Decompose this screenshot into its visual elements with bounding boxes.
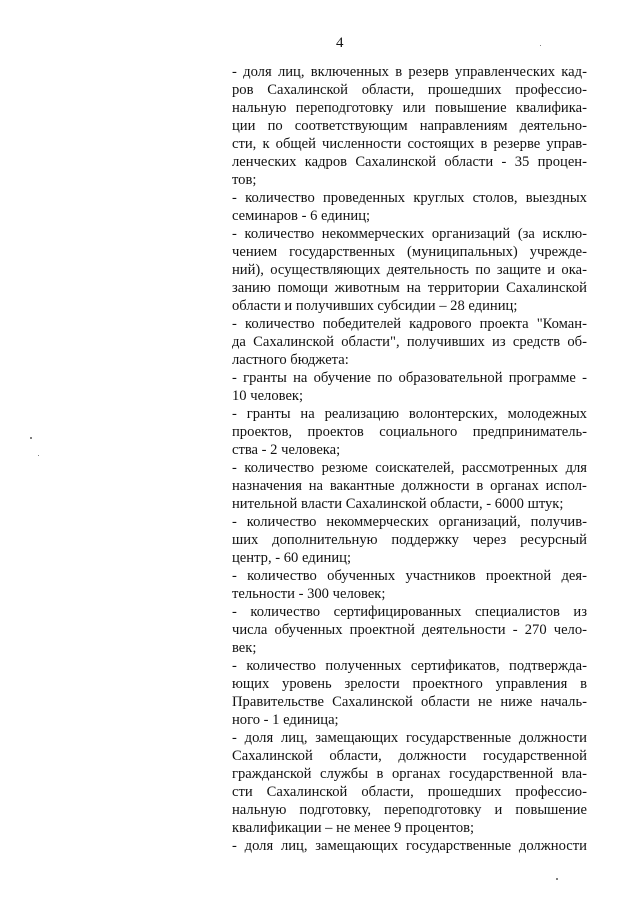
- word: социального: [379, 424, 458, 440]
- scan-speck: [540, 45, 541, 46]
- word: по: [377, 370, 393, 386]
- word: вакантные: [329, 478, 395, 494]
- word: проекта: [479, 316, 529, 332]
- word: должности: [398, 748, 467, 764]
- word: некоммерческих: [321, 226, 425, 242]
- text-line: [232, 279, 587, 297]
- word: -: [232, 316, 237, 332]
- word: "Коман-: [536, 316, 587, 332]
- word: государственной: [449, 766, 554, 782]
- word: -: [232, 460, 237, 476]
- word: не: [477, 694, 493, 710]
- text-line: ластного бюджета:: [232, 352, 349, 368]
- word: по: [267, 118, 283, 134]
- word: деятельности: [422, 622, 506, 638]
- word: -: [232, 370, 237, 386]
- text-line: [232, 423, 587, 441]
- word: проектов,: [232, 424, 292, 440]
- word: лиц,: [280, 838, 308, 854]
- word: Сахалинской: [253, 334, 334, 350]
- text-line: [232, 765, 587, 783]
- word: ющих: [232, 676, 270, 692]
- word: назначения: [232, 478, 302, 494]
- word: волонтерских,: [408, 406, 498, 422]
- word: переподготовку: [295, 100, 394, 116]
- word: -: [232, 514, 237, 530]
- word: на: [406, 280, 421, 296]
- word: к: [262, 136, 270, 152]
- text-line: ного - 1 единица;: [232, 712, 339, 728]
- word: в: [480, 136, 488, 152]
- word: проведенных: [322, 190, 406, 206]
- word: гранты: [243, 370, 287, 386]
- text-line: [232, 567, 587, 585]
- word: из: [573, 604, 587, 620]
- word: животным: [334, 280, 400, 296]
- text-line: ства - 2 человека;: [232, 442, 341, 458]
- word: количество: [246, 658, 316, 674]
- text-line: тов;: [232, 172, 257, 188]
- scan-speck: [556, 878, 558, 880]
- word: ниже: [500, 694, 533, 710]
- word: нальную: [232, 100, 287, 116]
- word: кадрового: [409, 316, 472, 332]
- word: и: [547, 262, 556, 278]
- word: проектов: [307, 424, 364, 440]
- word: области,: [329, 748, 382, 764]
- word: количество: [244, 460, 315, 476]
- word: сертификатов,: [410, 658, 500, 674]
- text-line: [232, 81, 587, 99]
- word: дополнительную: [272, 532, 378, 548]
- word: Сахалинской: [267, 82, 348, 98]
- word: деятельность: [386, 262, 470, 278]
- text-line: [232, 315, 587, 333]
- word: обучение: [313, 370, 371, 386]
- word: предприниматель-: [472, 424, 587, 440]
- word: квалифика-: [515, 100, 587, 116]
- word: исклю-: [542, 226, 587, 242]
- word: государственные: [405, 838, 512, 854]
- word: области",: [341, 334, 400, 350]
- word: профессио-: [515, 82, 587, 98]
- word: лиц,: [280, 730, 308, 746]
- word: ленческих: [232, 154, 297, 170]
- text-line: нительной власти Сахалинской области, - 6000 штук;: [232, 496, 564, 512]
- word: кад-: [561, 64, 587, 80]
- word: сти: [232, 784, 253, 800]
- text-line: [232, 261, 587, 279]
- word: -: [232, 604, 237, 620]
- text-line: [232, 477, 587, 495]
- text-line: [232, 801, 587, 819]
- word: количество: [244, 316, 315, 332]
- word: резюме: [321, 460, 368, 476]
- word: да: [232, 334, 246, 350]
- word: ний),: [232, 262, 264, 278]
- word: получив-: [530, 514, 587, 530]
- word: круглых: [413, 190, 465, 206]
- word: управ-: [546, 136, 587, 152]
- word: -: [501, 154, 507, 170]
- word: Сахалинской: [266, 784, 348, 800]
- word: государственной: [482, 748, 587, 764]
- text-line: [232, 405, 587, 423]
- scan-speck: [30, 437, 32, 439]
- word: обученных: [274, 622, 343, 638]
- word: (за: [517, 226, 535, 242]
- document-body: [232, 63, 587, 855]
- word: из: [492, 334, 506, 350]
- word: -: [232, 658, 237, 674]
- page-number: 4: [336, 35, 344, 51]
- word: прошедших: [427, 784, 502, 800]
- word: лиц,: [277, 64, 305, 80]
- text-line: квалификации – не менее 9 процентов;: [232, 820, 475, 836]
- word: подтвержда-: [509, 658, 587, 674]
- word: органах: [391, 766, 441, 782]
- text-line: [232, 621, 587, 639]
- word: осуществляющих: [270, 262, 381, 278]
- text-line: [232, 675, 587, 693]
- word: дея-: [561, 568, 587, 584]
- text-line: [232, 63, 587, 81]
- word: и: [494, 802, 503, 818]
- text-line: [232, 369, 587, 387]
- word: 35: [514, 154, 530, 170]
- word: должности: [518, 838, 587, 854]
- word: помощи: [277, 280, 328, 296]
- word: повышение: [434, 100, 507, 116]
- word: органах: [490, 478, 539, 494]
- word: государственные: [405, 730, 512, 746]
- word: проектного: [412, 676, 483, 692]
- word: соискателей,: [375, 460, 455, 476]
- word: столов,: [472, 190, 518, 206]
- text-line: центр, - 60 единиц;: [232, 550, 352, 566]
- word: профессио-: [515, 784, 587, 800]
- word: прошедших: [427, 82, 502, 98]
- word: 270: [524, 622, 547, 638]
- text-line: [232, 135, 587, 153]
- word: Сахалинской: [355, 154, 437, 170]
- word: количество: [245, 190, 315, 206]
- word: Сахалинской: [332, 694, 413, 710]
- word: занию: [232, 280, 271, 296]
- word: средств: [512, 334, 561, 350]
- word: кадров: [304, 154, 348, 170]
- word: выездных: [525, 190, 587, 206]
- word: молодежных: [507, 406, 587, 422]
- word: должности: [401, 478, 470, 494]
- word: Сахалинской: [232, 748, 313, 764]
- text-line: [232, 99, 587, 117]
- word: гражданской: [232, 766, 312, 782]
- word: переподготовку: [384, 802, 482, 818]
- word: проектной: [485, 568, 552, 584]
- word: некоммерческих: [326, 514, 429, 530]
- word: количество: [246, 514, 317, 530]
- word: организаций: [431, 226, 511, 242]
- word: управления: [495, 676, 568, 692]
- word: области: [444, 154, 494, 170]
- word: Сахалинской: [506, 280, 587, 296]
- word: -: [232, 226, 237, 242]
- word: специалистов: [474, 604, 560, 620]
- word: через: [472, 532, 507, 548]
- word: -: [232, 406, 237, 422]
- text-line: [232, 243, 587, 261]
- word: участников: [405, 568, 476, 584]
- word: испол-: [545, 478, 587, 494]
- word: численности: [322, 136, 402, 152]
- word: нальную: [232, 802, 287, 818]
- word: Правительстве: [232, 694, 324, 710]
- scan-speck: [38, 455, 39, 456]
- word: подготовку,: [299, 802, 371, 818]
- word: началь-: [540, 694, 587, 710]
- word: управленческих: [455, 64, 556, 80]
- text-line: семинаров - 6 единиц;: [232, 208, 371, 224]
- word: повышение: [515, 802, 587, 818]
- word: программе: [508, 370, 576, 386]
- word: (муниципальных): [407, 244, 518, 260]
- text-line: [232, 783, 587, 801]
- word: в: [376, 766, 384, 782]
- word: области,: [361, 784, 414, 800]
- word: учрежде-: [529, 244, 587, 260]
- word: соответствующим: [294, 118, 408, 134]
- word: образовательной: [398, 370, 503, 386]
- word: уровень: [282, 676, 332, 692]
- word: защите: [496, 262, 541, 278]
- word: реализацию: [324, 406, 400, 422]
- word: в: [476, 478, 484, 494]
- text-line: [232, 153, 587, 171]
- text-line: [232, 603, 587, 621]
- word: количество: [247, 568, 317, 584]
- word: государственных: [289, 244, 396, 260]
- word: службы: [320, 766, 369, 782]
- word: на: [293, 370, 308, 386]
- word: -: [232, 190, 237, 206]
- text-line: [232, 459, 587, 477]
- word: замещающих: [315, 730, 399, 746]
- word: для: [565, 460, 587, 476]
- word: на: [308, 478, 324, 494]
- word: ших: [232, 532, 259, 548]
- text-line: [232, 729, 587, 747]
- word: -: [232, 838, 237, 854]
- word: направлениям: [419, 118, 508, 134]
- word: доля: [243, 64, 272, 80]
- word: ции: [232, 118, 256, 134]
- word: победителей: [322, 316, 402, 332]
- word: -: [582, 370, 587, 386]
- word: чело-: [553, 622, 587, 638]
- word: замещающих: [315, 838, 399, 854]
- word: вла-: [561, 766, 587, 782]
- text-line: [232, 189, 587, 207]
- word: резерве: [493, 136, 541, 152]
- word: ока-: [561, 262, 587, 278]
- text-line: [232, 117, 587, 135]
- word: ров: [232, 82, 254, 98]
- word: доля: [244, 730, 274, 746]
- text-line: век;: [232, 640, 257, 656]
- word: числа: [232, 622, 268, 638]
- word: чением: [232, 244, 278, 260]
- word: деятельно-: [519, 118, 587, 134]
- word: -: [232, 568, 237, 584]
- text-line: 10 человек;: [232, 388, 304, 404]
- text-line: области и получивших субсидии – 28 единиц;: [232, 298, 518, 314]
- word: поддержку: [391, 532, 459, 548]
- word: получивших: [406, 334, 485, 350]
- word: обученных: [327, 568, 396, 584]
- text-line: [232, 513, 587, 531]
- word: организаций,: [438, 514, 521, 530]
- word: об-: [567, 334, 587, 350]
- word: в: [395, 64, 403, 80]
- word: по: [475, 262, 491, 278]
- word: гранты: [246, 406, 291, 422]
- word: проектной: [349, 622, 415, 638]
- word: состоящих: [407, 136, 475, 152]
- text-line: [232, 225, 587, 243]
- word: области,: [361, 82, 415, 98]
- word: зрелости: [344, 676, 400, 692]
- word: -: [232, 64, 237, 80]
- word: должности: [518, 730, 587, 746]
- word: общей: [275, 136, 316, 152]
- word: количество: [250, 604, 321, 620]
- word: процен-: [537, 154, 587, 170]
- text-line: [232, 657, 587, 675]
- word: сти,: [232, 136, 257, 152]
- word: -: [512, 622, 518, 638]
- word: в: [580, 676, 587, 692]
- word: территории: [427, 280, 500, 296]
- word: резерв: [408, 64, 449, 80]
- text-line: [232, 747, 587, 765]
- word: сертифицированных: [333, 604, 462, 620]
- word: или: [402, 100, 426, 116]
- word: доля: [244, 838, 274, 854]
- word: на: [300, 406, 315, 422]
- word: рассмотренных: [461, 460, 559, 476]
- word: области: [421, 694, 470, 710]
- text-line: [232, 531, 587, 549]
- text-line: [232, 693, 587, 711]
- text-line: тельности - 300 человек;: [232, 586, 386, 602]
- word: -: [232, 730, 237, 746]
- text-line: [232, 333, 587, 351]
- word: включенных: [310, 64, 389, 80]
- word: полученных: [325, 658, 402, 674]
- word: ресурсный: [520, 532, 587, 548]
- text-line: [232, 837, 587, 855]
- word: количество: [244, 226, 315, 242]
